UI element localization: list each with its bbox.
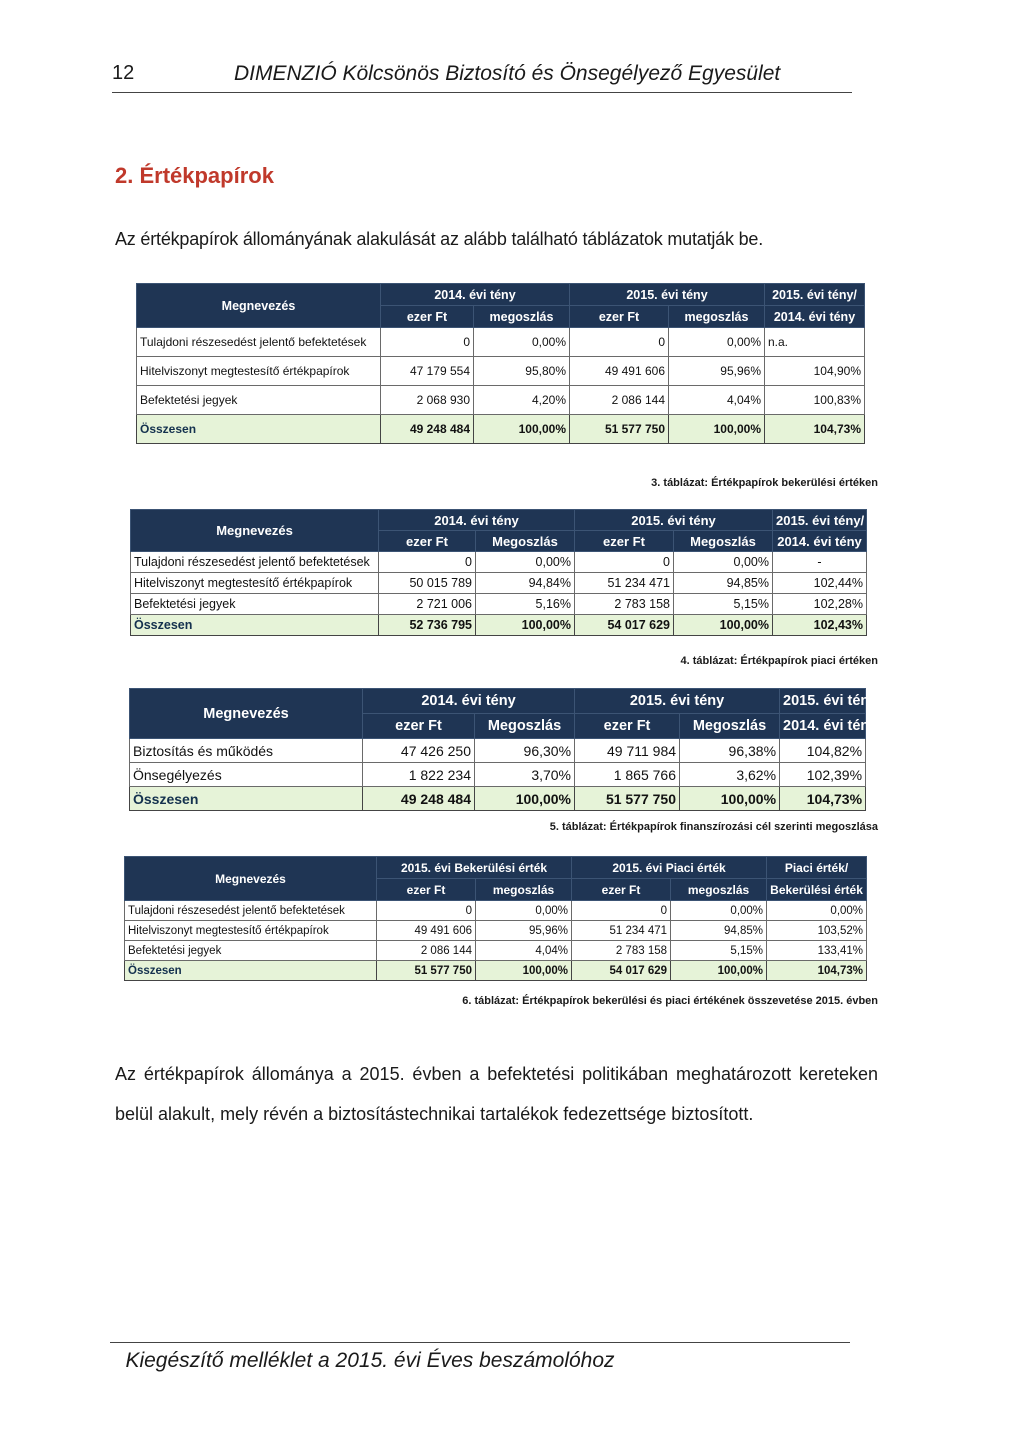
header-sub-3: ezer Ft [575,531,674,552]
total-value: 51 577 750 [377,961,476,981]
cell-value: 4,04% [669,386,765,415]
total-label: Összesen [125,961,377,981]
header-sub-2: Megoszlás [476,531,575,552]
total-label: Összesen [130,787,363,811]
row-label: Hitelviszonyt megtestesítő értékpapírok [131,573,379,594]
header-sub-4: Megoszlás [680,714,780,739]
header-ratio-line2: 2014. évi tény [773,531,867,552]
cell-value: 49 711 984 [575,739,680,763]
cell-value: 51 234 471 [575,573,674,594]
cell-value: 95,96% [669,357,765,386]
total-value: 100,00% [671,961,767,981]
cell-value: 2 086 144 [377,941,476,961]
cell-value: 103,52% [767,921,867,941]
header-ratio-line1: 2015. évi tény/ [780,689,866,714]
cell-value: 2 783 158 [575,594,674,615]
cell-value: 47 426 250 [363,739,475,763]
cell-value: 2 783 158 [572,941,671,961]
row-label: Tulajdoni részesedést jelentő befektetések [137,328,381,357]
table-row [125,901,867,921]
table-acquisition-vs-market [124,856,867,981]
header-ratio-line2: 2014. évi tény [765,306,865,328]
row-label: Hitelviszonyt megtestesítő értékpapírok [137,357,381,386]
cell-value: 47 179 554 [381,357,474,386]
header-name: Megnevezés [131,510,379,552]
cell-value: 102,28% [773,594,867,615]
cell-value: 0 [575,552,674,573]
total-row [137,415,865,444]
total-value: 100,00% [674,615,773,636]
total-value: 100,00% [680,787,780,811]
total-value: 100,00% [474,415,570,444]
table-row [125,941,867,961]
table-row [137,386,865,415]
header-group-2: 2015. évi tény [575,689,780,714]
header-ratio-line2: 2014. évi tény [780,714,866,739]
header-group-1: 2014. évi tény [381,284,570,306]
cell-value: 4,04% [476,941,572,961]
cell-value: 94,84% [476,573,575,594]
row-label: Tulajdoni részesedést jelentő befektetések [125,901,377,921]
header-group-1: 2014. évi tény [363,689,575,714]
cell-value: 0,00% [767,901,867,921]
row-label: Befektetési jegyek [125,941,377,961]
header-sub-4: megoszlás [669,306,765,328]
intro-paragraph: Az értékpapírok állományának alakulását az alább található táblázatok mutatják be. [115,229,764,249]
total-value: 51 577 750 [570,415,669,444]
cell-value: 0,00% [671,901,767,921]
cell-value: 104,90% [765,357,865,386]
cell-value: 0,00% [669,328,765,357]
cell-value: 2 721 006 [379,594,476,615]
header-sub-3: ezer Ft [575,714,680,739]
cell-value: 96,30% [475,739,575,763]
cell-value: 95,96% [476,921,572,941]
cell-value: 5,16% [476,594,575,615]
cell-value: 0 [572,901,671,921]
total-value: 100,00% [476,615,575,636]
closing-paragraph: Az értékpapírok állománya a 2015. évben a befektetési politikában meghatározott kereteken belül alakult, mely révén a biztosítástechnikai tartalékok fedezettsége biztosított. [115,1064,878,1124]
cell-value: 2 086 144 [570,386,669,415]
header-ratio-line1: 2015. évi tény/ [773,510,867,531]
table-purpose-breakdown [129,688,882,811]
table-row [130,739,866,763]
header-sub-3: ezer Ft [572,879,671,901]
cell-value: 0 [377,901,476,921]
total-row [130,787,866,811]
cell-value: 0,00% [474,328,570,357]
cell-value: 0 [570,328,669,357]
header-sub-3: ezer Ft [570,306,669,328]
cell-value: 133,41% [767,941,867,961]
header-group-2: 2015. évi Piaci érték [572,857,767,879]
total-value: 54 017 629 [575,615,674,636]
header-group-1: 2015. évi Bekerülési érték [377,857,572,879]
total-row [125,961,867,981]
total-value: 100,00% [669,415,765,444]
cell-value: 0 [381,328,474,357]
row-label: Befektetési jegyek [131,594,379,615]
table-caption: 5. táblázat: Értékpapírok finanszírozási cél szerinti megoszlása [549,821,878,833]
header-sub-1: ezer Ft [363,714,475,739]
page-number: 12 [112,62,135,84]
header-group-2: 2015. évi tény [575,510,773,531]
cell-value: 49 491 606 [377,921,476,941]
header-sub-1: ezer Ft [377,879,476,901]
cell-value: 1 822 234 [363,763,475,787]
header-sub-4: Megoszlás [674,531,773,552]
cell-value: 94,85% [674,573,773,594]
cell-value: 95,80% [474,357,570,386]
total-value: 104,73% [767,961,867,981]
cell-value: 3,70% [475,763,575,787]
total-value: 102,43% [773,615,867,636]
total-value: 100,00% [476,961,572,981]
header-sub-2: megoszlás [474,306,570,328]
row-label: Befektetési jegyek [137,386,381,415]
cell-value: 94,85% [671,921,767,941]
total-value: 52 736 795 [379,615,476,636]
table-caption: 6. táblázat: Értékpapírok bekerülési és piaci értékének összevetése 2015. évben [462,995,878,1007]
cell-value: 0 [379,552,476,573]
total-value: 54 017 629 [572,961,671,981]
table-acquisition-value [136,283,865,444]
total-value: 49 248 484 [381,415,474,444]
cell-value: 100,83% [765,386,865,415]
footer-rule [110,1342,850,1343]
header-group-1: 2014. évi tény [379,510,575,531]
cell-value: - [773,552,867,573]
header-sub-4: megoszlás [671,879,767,901]
header-ratio-line1: Piaci érték/ [767,857,867,879]
table-row [137,357,865,386]
cell-value: 96,38% [680,739,780,763]
cell-value: 104,82% [780,739,866,763]
total-label: Összesen [137,415,381,444]
table-row [131,573,867,594]
cell-value: 102,39% [780,763,866,787]
cell-value: 0,00% [476,552,575,573]
header-name: Megnevezés [130,689,363,739]
section-title: 2. Értékpapírok [115,163,274,188]
header-name: Megnevezés [137,284,381,328]
cell-value: 5,15% [671,941,767,961]
total-value: 100,00% [475,787,575,811]
total-row [131,615,867,636]
header-group-2: 2015. évi tény [570,284,765,306]
total-value: 49 248 484 [363,787,475,811]
cell-value: n.a. [765,328,865,357]
cell-value: 0,00% [476,901,572,921]
header-name: Megnevezés [125,857,377,901]
header-sub-1: ezer Ft [381,306,474,328]
cell-value: 0,00% [674,552,773,573]
cell-value: 3,62% [680,763,780,787]
total-value: 104,73% [765,415,865,444]
cell-value: 50 015 789 [379,573,476,594]
table-row [125,921,867,941]
cell-value: 4,20% [474,386,570,415]
footer-title: Kiegészítő melléklet a 2015. évi Éves beszámolóhoz [125,1349,615,1372]
cell-value: 2 068 930 [381,386,474,415]
table-row [131,552,867,573]
table-caption: 3. táblázat: Értékpapírok bekerülési értéken [651,477,878,489]
page-header [112,58,852,93]
table-row [137,328,865,357]
table-market-value [130,509,867,636]
total-value: 104,73% [780,787,866,811]
total-label: Összesen [131,615,379,636]
cell-value: 51 234 471 [572,921,671,941]
cell-value: 49 491 606 [570,357,669,386]
header-sub-2: megoszlás [476,879,572,901]
table-row [130,763,866,787]
cell-value: 5,15% [674,594,773,615]
header-sub-2: Megoszlás [475,714,575,739]
table-caption: 4. táblázat: Értékpapírok piaci értéken [680,655,878,667]
cell-value: 102,44% [773,573,867,594]
row-label: Önsegélyezés [130,763,363,787]
row-label: Biztosítás és működés [130,739,363,763]
cell-value: 1 865 766 [575,763,680,787]
row-label: Tulajdoni részesedést jelentő befektetések [131,552,379,573]
header-ratio-line2: Bekerülési érték [767,879,867,901]
header-ratio-line1: 2015. évi tény/ [765,284,865,306]
total-value: 51 577 750 [575,787,680,811]
table-row [131,594,867,615]
header-title: DIMENZIÓ Kölcsönös Biztosító és Önsegélyező Egyesület [234,62,781,85]
row-label: Hitelviszonyt megtestesítő értékpapírok [125,921,377,941]
header-sub-1: ezer Ft [379,531,476,552]
